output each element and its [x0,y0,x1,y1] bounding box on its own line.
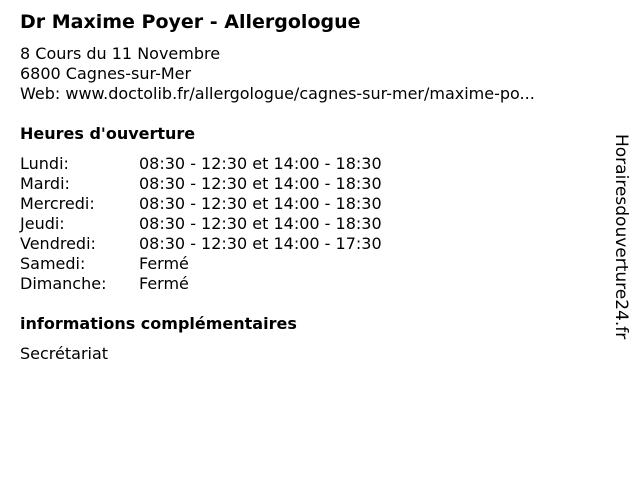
hours-value: Fermé [139,254,189,273]
day-label: Dimanche: [20,274,107,293]
day-label: Jeudi: [20,214,65,233]
hours-heading: Heures d'ouverture [20,124,196,143]
day-label: Mercredi: [20,194,95,213]
info-heading: informations complémentaires [20,314,297,333]
day-label: Vendredi: [20,234,96,253]
day-label: Mardi: [20,174,70,193]
hours-value: 08:30 - 12:30 et 14:00 - 18:30 [139,194,382,213]
hours-value: 08:30 - 12:30 et 14:00 - 18:30 [139,214,382,233]
address-city: 6800 Cagnes-sur-Mer [20,64,192,83]
hours-value: 08:30 - 12:30 et 14:00 - 18:30 [139,174,382,193]
day-label: Lundi: [20,154,69,173]
day-label: Samedi: [20,254,86,273]
hours-value: 08:30 - 12:30 et 14:00 - 18:30 [139,154,382,173]
info-text: Secrétariat [20,344,109,363]
address-street: 8 Cours du 11 Novembre [20,44,221,63]
site-watermark: Horairesdouverture24.fr [611,134,631,340]
page-title: Dr Maxime Poyer - Allergologue [20,11,361,33]
hours-value: Fermé [139,274,189,293]
hours-value: 08:30 - 12:30 et 14:00 - 17:30 [139,234,382,253]
website-text: Web: www.doctolib.fr/allergologue/cagnes-sur-mer/maxime-po... [20,84,535,103]
address-block [20,44,535,104]
